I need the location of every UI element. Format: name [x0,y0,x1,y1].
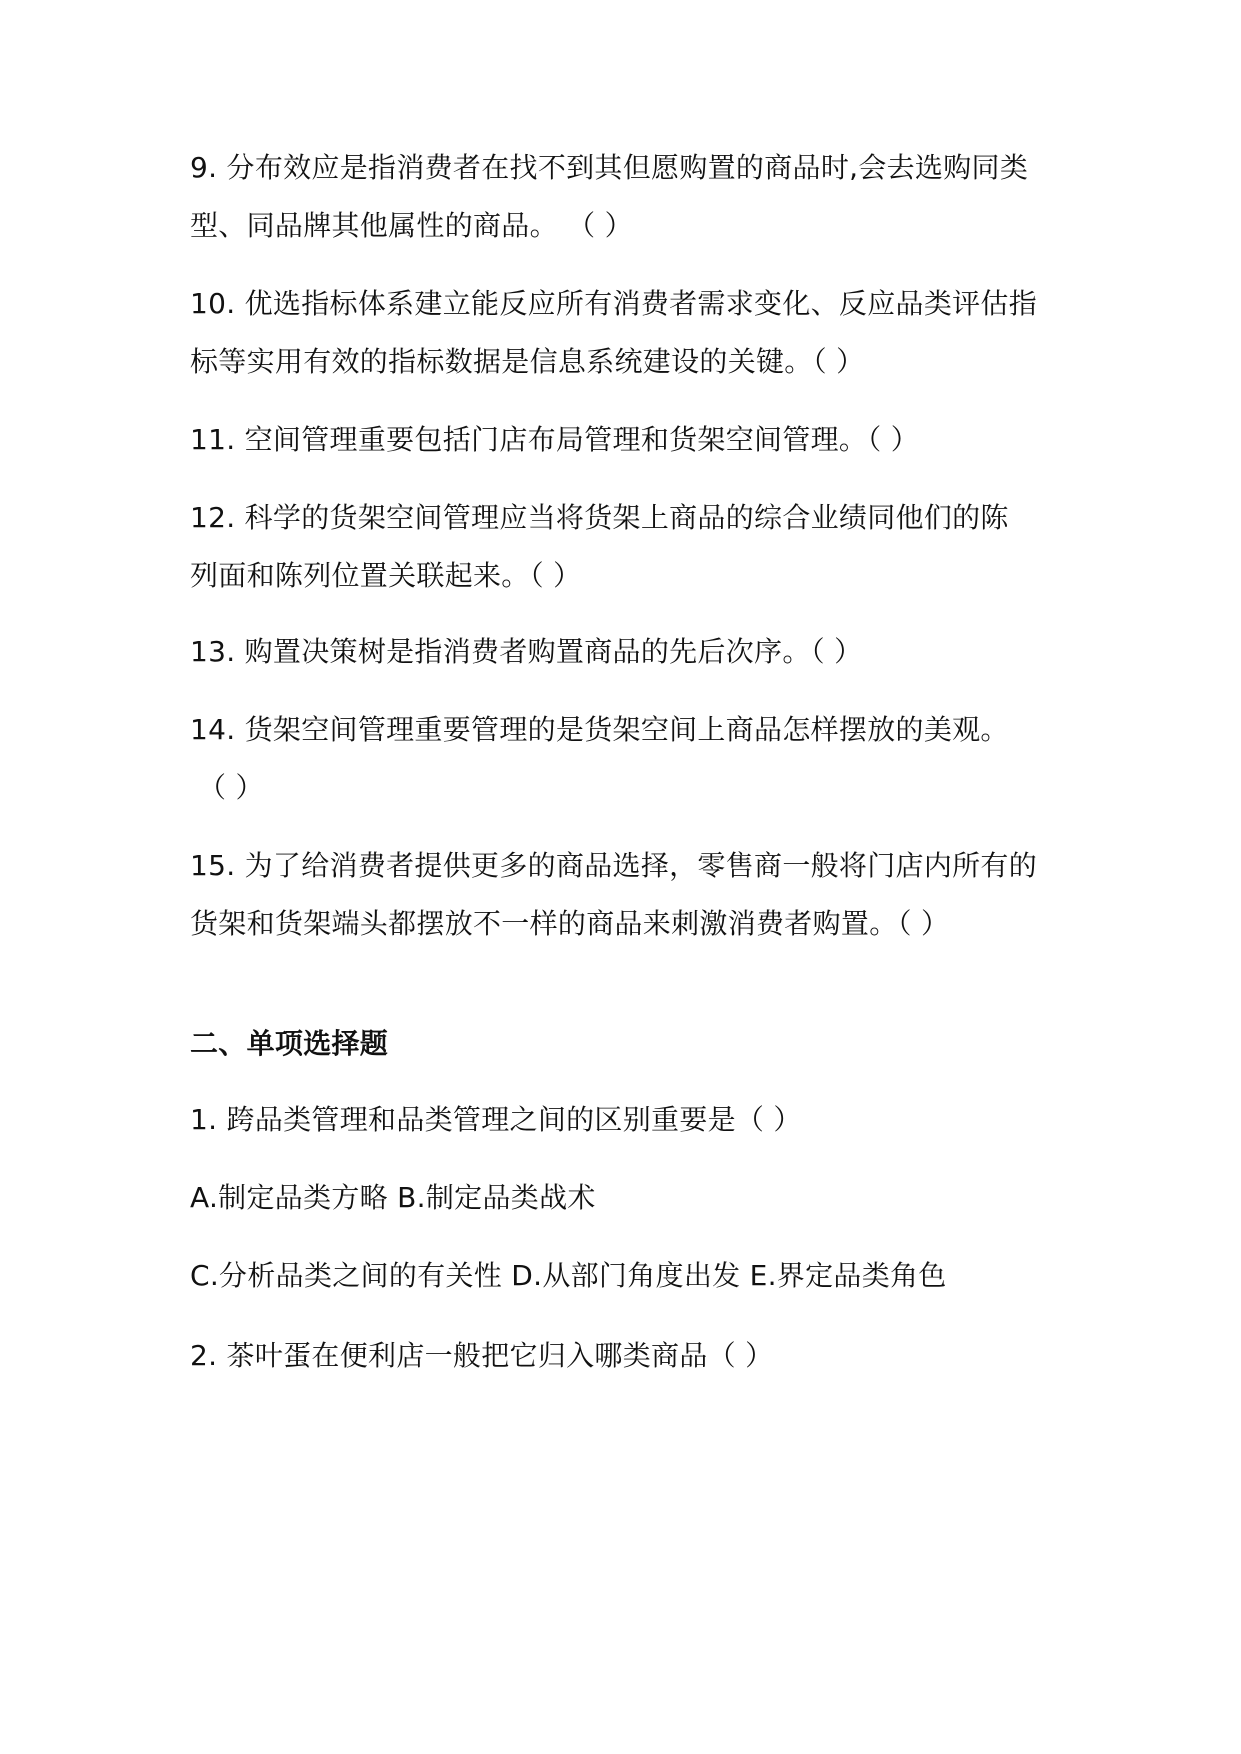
question-15-line-1: 15. 为了给消费者提供更多的商品选择，零售商一般将门店内所有的 [190,849,1038,882]
question-10-line-2: 标等实用有效的指标数据是信息系统建设的关键。（ ） [190,345,865,378]
mc-question-2-stem: 2. 茶叶蛋在便利店一般把它归入哪类商品（ ） [190,1339,774,1372]
question-11-line-1: 11. 空间管理重要包括门店布局管理和货架空间管理。（ ） [190,423,920,456]
section-heading: 二、单项选择题 [190,1027,389,1060]
question-9-line-1: 9. 分布效应是指消费者在找不到其但愿购置的商品时,会去选购同类 [190,151,1029,184]
question-12-line-2: 列面和陈列位置关联起来。（ ） [190,559,582,592]
question-13-line-1: 13. 购置决策树是指消费者购置商品的先后次序。（ ） [190,635,863,668]
mc-question-1-options-c-d-e: C.分析品类之间的有关性 D.从部门角度出发 E.界定品类角色 [190,1259,947,1292]
question-9-line-2: 型、同品牌其他属性的商品。 （ ） [190,209,633,242]
question-14-line-2: （ ） [198,771,264,804]
question-14-line-1: 14. 货架空间管理重要管理的是货架空间上商品怎样摆放的美观。 [190,713,1009,746]
question-12-line-1: 12. 科学的货架空间管理应当将货架上商品的综合业绩同他们的陈 [190,501,1009,534]
question-10-line-1: 10. 优选指标体系建立能反应所有消费者需求变化、反应品类评估指 [190,287,1038,320]
mc-question-1-options-a-b: A.制定品类方略 B.制定品类战术 [190,1181,596,1214]
mc-question-1-stem: 1. 跨品类管理和品类管理之间的区别重要是（ ） [190,1103,802,1136]
question-15-line-2: 货架和货架端头都摆放不一样的商品来刺激消费者购置。（ ） [190,907,950,940]
